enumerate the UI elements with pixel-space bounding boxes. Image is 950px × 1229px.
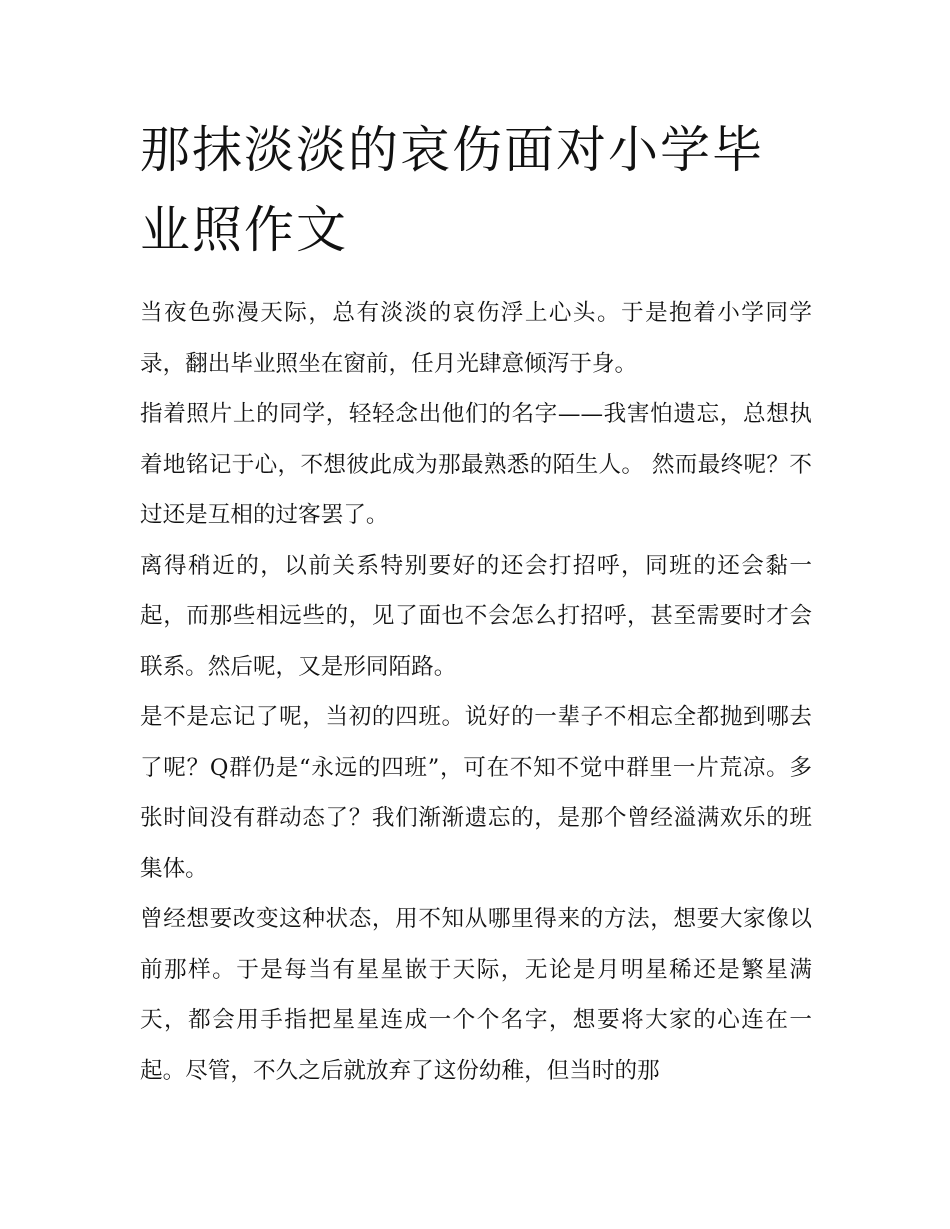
paragraph-1: 当夜色弥漫天际，总有淡淡的哀伤浮上心头。于是抱着小学同学录，翻出毕业照坐在窗前，任月光肆意倾泻于身。 <box>140 300 812 377</box>
document-title: 那抹淡淡的哀伤面对小学毕业照作文 <box>140 121 764 259</box>
paragraph-5: 曾经想要改变这种状态，用不知从哪里得来的方法，想要大家像以前那样。于是每当有星星嵌于天际，无论是月明星稀还是繁星满天，都会用手指把星星连成一个个名字，想要将大家的心连在一起。尽管，不久之后就放弃了这份幼稚，但当时的那 <box>140 906 812 1084</box>
paragraph-3: 离得稍近的，以前关系特别要好的还会打招呼，同班的还会黏一起，而那些相远些的，见了面也不会怎么打招呼，甚至需要时才会联系。然后呢，又是形同陌路。 <box>140 552 812 680</box>
paragraph-2: 指着照片上的同学，轻轻念出他们的名字——我害怕遗忘，总想执着地铭记于心，不想彼此成为那最熟悉的陌生人。 然而最终呢？不过还是互相的过客罢了。 <box>140 401 812 528</box>
paragraph-4: 是不是忘记了呢，当初的四班。说好的一辈子不相忘全都抛到哪去了呢？Q群仍是“永远的四班”，可在不知不觉中群里一片荒凉。多张时间没有群动态了？我们渐渐遗忘的，是那个曾经溢满欢乐的班集体。 <box>140 704 812 882</box>
document-page <box>140 110 812 1096</box>
